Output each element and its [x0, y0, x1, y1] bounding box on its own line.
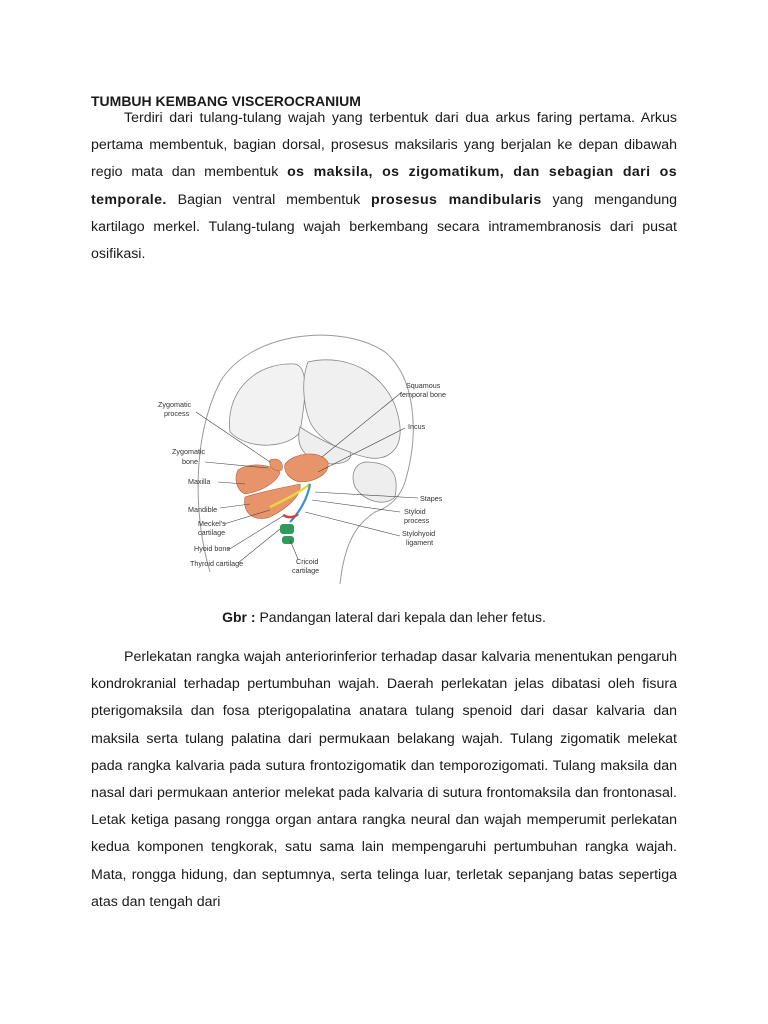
- caption-prefix: Gbr :: [222, 609, 256, 625]
- hyoid-red: [283, 514, 298, 517]
- label-stapes: Stapes: [420, 494, 443, 503]
- neck-outline: [340, 512, 375, 584]
- label-hyoid: Hyoid bone: [194, 544, 231, 553]
- caption-text: Pandangan lateral dari kepala dan leher fetus.: [255, 609, 546, 625]
- intro-paragraph: [91, 105, 677, 268]
- body-paragraph: Perlekatan rangka wajah anteriorinferior terhadap dasar kalvaria menentukan pengaruh kondrokranial terhadap pertumbuhan wajah. Daerah perlekatan jelas dibatasi oleh fisura pterigomaksila dan fosa pterigopalatina anatara tulang spenoid dari dasar kalvaria dan maksila serta tulang palatina dari permukaan belakang wajah. Tulang zigomatik melekat pada rangka kalvaria pada sutura frontozigomatik dan temporozigomati. Tulang maksila dan nasal dari permukaan anterior melekat pada kalvaria di sutura frontomaksila dan frontonasal. Letak ketiga pasang rongga organ antara rangka neural dan wajah memperumit perlekatan kedua komponen tengkorak, satu sama lain mempengaruhi pertumbuhan rangka wajah. Mata, rongga hidung, dan septumnya, serta telinga luar, terletak sepanjang batas sepertiga atas dan tengah dari: [91, 649, 677, 910]
- label-styloid-1: Styloid: [404, 507, 426, 516]
- label-stylohyoid-1: Stylohyoid: [402, 529, 436, 538]
- cricoid-green: [282, 536, 294, 544]
- label-thyroid: Thyroid cartilage: [190, 559, 244, 568]
- label-cricoid-1: Cricoid: [296, 557, 319, 566]
- intro-bold-mandibular: prosesus mandibularis: [371, 191, 542, 208]
- label-meckels-1: Meckel's: [198, 519, 226, 528]
- temporal-squama-shape: [285, 454, 329, 482]
- label-squamous-2: temporal bone: [400, 390, 446, 399]
- label-incus: Incus: [408, 422, 426, 431]
- figure-caption: [0, 609, 768, 625]
- label-meckels-2: cartilage: [198, 528, 226, 537]
- label-zygomatic-bone-2: bone: [182, 457, 198, 466]
- intro-text-3: yang mengandung kartilago merkel. Tulang-tulang wajah berkembang secara intramembranosis dari pusat osifikasi.: [91, 191, 677, 263]
- label-zygomatic-process-2: process: [164, 409, 190, 418]
- label-cricoid-2: cartilage: [292, 566, 320, 575]
- label-styloid-2: process: [404, 516, 430, 525]
- label-squamous-1: Squamous: [406, 381, 441, 390]
- label-stylohyoid-2: ligament: [406, 538, 434, 547]
- label-maxilla: Maxilla: [188, 477, 211, 486]
- intro-text-1: Terdiri dari tulang-tulang wajah yang terbentuk dari dua arkus faring pertama. Arkus pertama membentuk, bagian dorsal, prosesus maksilaris yang berjalan ke depan dibawah regio mata dan membentuk: [91, 110, 677, 181]
- intro-text-2: Bagian ventral membentuk: [166, 191, 372, 208]
- section-heading: TUMBUH KEMBANG VISCEROCRANIUM: [91, 93, 361, 109]
- fetal-head-neck-diagram: [150, 322, 460, 584]
- intro-bold-bones: os maksila, os zigomatikum, dan sebagian dari os temporale.: [91, 164, 677, 208]
- frontal-plate: [229, 364, 305, 445]
- label-mandible: Mandible: [188, 505, 218, 514]
- label-zygomatic-bone-1: Zygomatic: [172, 447, 206, 456]
- thyroid-green: [280, 524, 294, 534]
- label-zygomatic-process-1: Zygomatic: [158, 400, 192, 409]
